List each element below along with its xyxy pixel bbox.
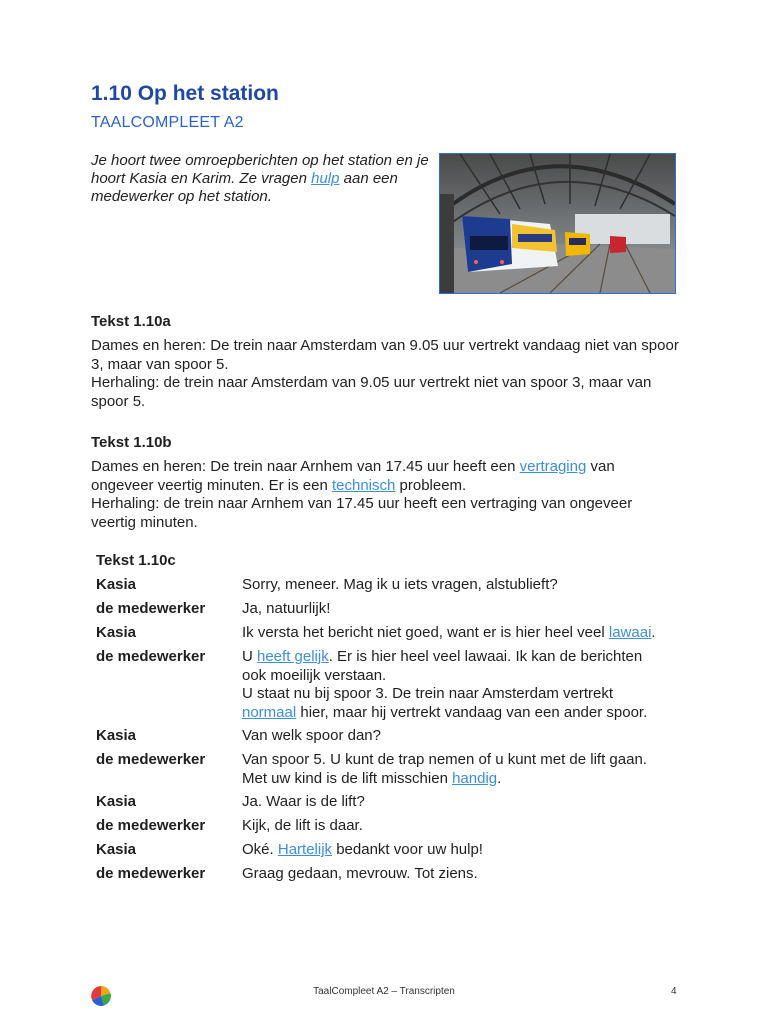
speaker-name: Kasia — [96, 624, 137, 641]
speaker-name: de medewerker — [96, 817, 206, 834]
tekst-b-title: Tekst 1.10b — [91, 434, 172, 451]
dialog-tekst-c — [96, 551, 676, 888]
dialog-line: U heeft gelijk. Er is hier heel veel lawaai. Ik kan de berichten ook moeilijk verstaan. U staat nu bij spoor 3. De trein naar Amsterdam vertrekt normaal hier, maar hij vertrekt vandaag van een ander spoor. — [242, 648, 648, 721]
speaker-name: de medewerker — [96, 865, 206, 882]
dialog-line: Van welk spoor dan? — [242, 727, 381, 744]
dialog-row — [96, 623, 676, 643]
dialog-row — [96, 792, 676, 812]
speaker-name: Kasia — [96, 576, 137, 593]
footer-title: TaalCompleet A2 – Transcripten — [313, 986, 455, 997]
dialog-row — [96, 575, 676, 595]
dialog-line: Oké. Hartelijk bedankt voor uw hulp! — [242, 841, 483, 858]
dialog-row — [96, 599, 676, 619]
dialog-row — [96, 750, 676, 788]
word-link-hartelijk[interactable]: Hartelijk — [277, 841, 333, 858]
dialog-line: Graag gedaan, mevrouw. Tot ziens. — [242, 865, 478, 882]
word-link-hulp[interactable]: hulp — [311, 170, 340, 187]
speaker-name: de medewerker — [96, 600, 206, 617]
page-subtitle: TAALCOMPLEET A2 — [91, 114, 244, 131]
dialog-line: Ja. Waar is de lift? — [242, 793, 365, 810]
dialog-row — [96, 726, 676, 746]
word-link-lawaai[interactable]: lawaai — [608, 624, 652, 641]
dialog-line: Ja, natuurlijk! — [242, 600, 331, 617]
page-number: 4 — [671, 986, 677, 997]
speaker-name: de medewerker — [96, 751, 206, 768]
tekst-b-body — [91, 458, 681, 532]
speaker-name: Kasia — [96, 793, 137, 810]
tekst-a-line-1: Dames en heren: De trein naar Amsterdam van 9.05 uur vertrekt vandaag niet van spoor 3, maar van spoor 5. — [91, 337, 679, 373]
tekst-b-line-2: Herhaling: de trein naar Arnhem van 17.45 uur heeft een vertraging van ongeveer veertig minuten. — [91, 495, 633, 531]
word-link-technisch[interactable]: technisch — [331, 476, 396, 494]
word-link-handig[interactable]: handig — [452, 769, 498, 787]
dialog-row — [96, 840, 676, 860]
word-link-vertraging[interactable]: vertraging — [519, 458, 587, 475]
dialog-line: Kijk, de lift is daar. — [242, 817, 363, 834]
intro-text: Je hoort twee omroepberichten op het station en je hoort Kasia en Karim. Ze vragen hulp aan een medewerker op het station. — [91, 152, 429, 205]
dialog-row — [96, 816, 676, 836]
dialog-line: Sorry, meneer. Mag ik u iets vragen, alstublieft? — [242, 576, 558, 593]
tekst-a-body — [91, 337, 681, 411]
speaker-name: de medewerker — [96, 648, 206, 665]
word-link-heeft-gelijk[interactable]: heeft gelijk — [257, 648, 329, 665]
page-title: 1.10 Op het station — [91, 82, 279, 105]
speaker-name: Kasia — [96, 727, 137, 744]
tekst-a-line-2: Herhaling: de trein naar Amsterdam van 9.05 uur vertrekt niet van spoor 3, maar van spoor 5. — [91, 374, 652, 410]
tekst-c-title: Tekst 1.10c — [96, 552, 176, 569]
dialog-row — [96, 647, 676, 722]
word-link-normaal[interactable]: normaal — [242, 703, 297, 721]
dialog-line: Ik versta het bericht niet goed, want er is hier heel veel lawaai. — [242, 624, 656, 641]
speaker-name: Kasia — [96, 841, 137, 858]
tekst-a-title: Tekst 1.10a — [91, 313, 171, 330]
dialog-line: Van spoor 5. U kunt de trap nemen of u kunt met de lift gaan. Met uw kind is de lift misschien handig. — [242, 751, 647, 787]
dialog-row — [96, 864, 676, 884]
tekst-b-line-1: Dames en heren: De trein naar Arnhem van 17.45 uur heeft een vertraging van ongeveer veertig minuten. Er is een technisch probleem. — [91, 458, 615, 494]
train-station-photo — [439, 153, 676, 294]
